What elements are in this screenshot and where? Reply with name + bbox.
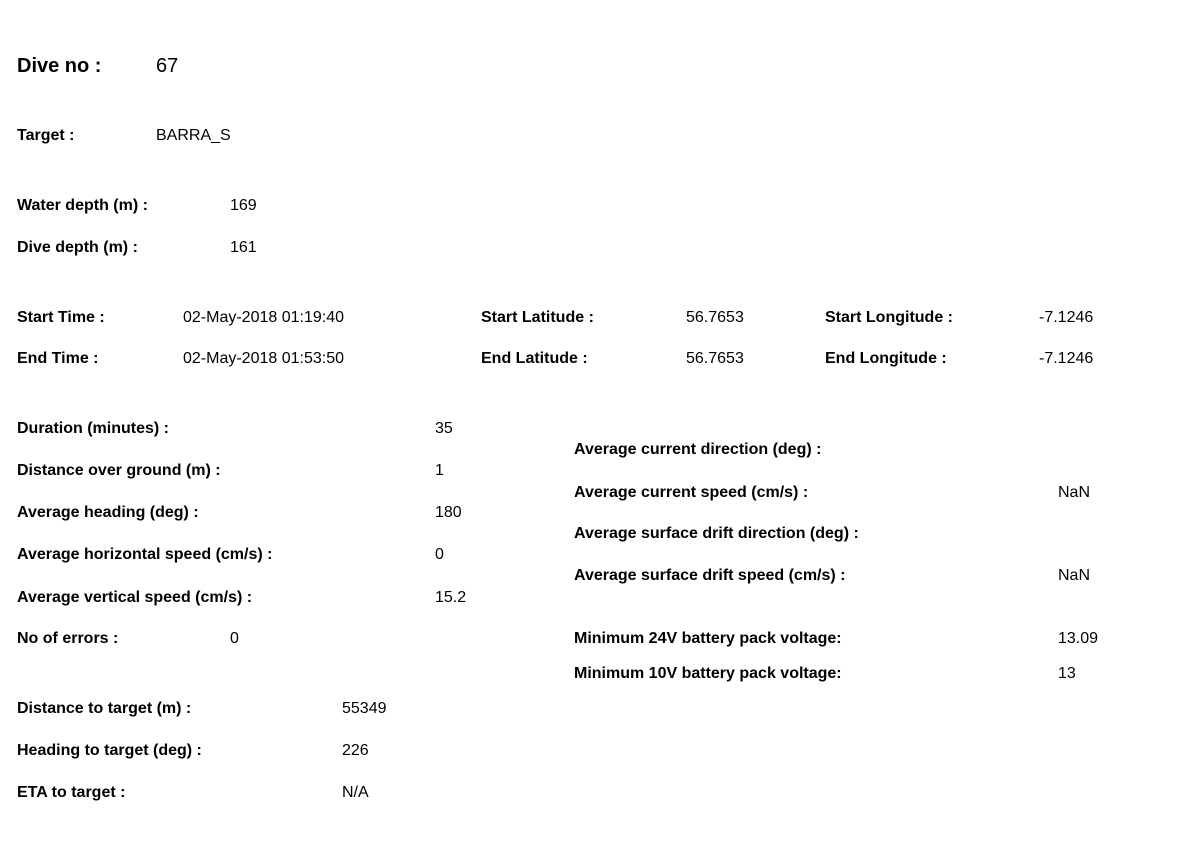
dive-number-value: 67 <box>156 55 179 77</box>
avg-surface-drift-speed-value: NaN <box>1058 567 1091 584</box>
distance-over-ground-label: Distance over ground (m) : <box>17 462 221 479</box>
distance-to-target-value: 55349 <box>342 700 387 717</box>
heading-to-target-value: 226 <box>342 742 369 759</box>
dive-depth-label: Dive depth (m) : <box>17 239 138 256</box>
start-time-value: 02-May-2018 01:19:40 <box>183 309 344 326</box>
errors-value: 0 <box>230 630 239 647</box>
avg-heading-label: Average heading (deg) : <box>17 504 199 521</box>
start-latitude-value: 56.7653 <box>686 309 744 326</box>
avg-heading-value: 180 <box>435 504 462 521</box>
end-time-label: End Time : <box>17 350 99 367</box>
avg-horizontal-speed-label: Average horizontal speed (cm/s) : <box>17 546 273 563</box>
target-value: BARRA_S <box>156 127 231 144</box>
distance-to-target-label: Distance to target (m) : <box>17 700 192 717</box>
min-24v-battery-label: Minimum 24V battery pack voltage: <box>574 630 842 647</box>
end-longitude-value: -7.1246 <box>1039 350 1094 367</box>
start-time-label: Start Time : <box>17 309 105 326</box>
heading-to-target-label: Heading to target (deg) : <box>17 742 202 759</box>
avg-current-direction-label: Average current direction (deg) : <box>574 441 822 458</box>
start-longitude-value: -7.1246 <box>1039 309 1094 326</box>
avg-vertical-speed-label: Average vertical speed (cm/s) : <box>17 589 253 606</box>
min-10v-battery-label: Minimum 10V battery pack voltage: <box>574 665 842 682</box>
min-10v-battery-value: 13 <box>1058 665 1076 682</box>
water-depth-value: 169 <box>230 197 257 214</box>
end-longitude-label: End Longitude : <box>825 350 947 367</box>
min-24v-battery-value: 13.09 <box>1058 630 1099 647</box>
duration-value: 35 <box>435 420 453 437</box>
distance-over-ground-value: 1 <box>435 462 444 479</box>
eta-to-target-label: ETA to target : <box>17 784 126 801</box>
dive-depth-value: 161 <box>230 239 257 256</box>
dive-number-label: Dive no : <box>17 55 102 77</box>
avg-current-speed-value: NaN <box>1058 484 1091 501</box>
target-label: Target : <box>17 127 75 144</box>
duration-label: Duration (minutes) : <box>17 420 169 437</box>
end-latitude-value: 56.7653 <box>686 350 744 367</box>
avg-surface-drift-direction-label: Average surface drift direction (deg) : <box>574 525 859 542</box>
avg-surface-drift-speed-label: Average surface drift speed (cm/s) : <box>574 567 846 584</box>
errors-label: No of errors : <box>17 630 119 647</box>
eta-to-target-value: N/A <box>342 784 369 801</box>
water-depth-label: Water depth (m) : <box>17 197 148 214</box>
avg-current-speed-label: Average current speed (cm/s) : <box>574 484 809 501</box>
start-longitude-label: Start Longitude : <box>825 309 953 326</box>
end-time-value: 02-May-2018 01:53:50 <box>183 350 344 367</box>
end-latitude-label: End Latitude : <box>481 350 588 367</box>
avg-horizontal-speed-value: 0 <box>435 546 444 563</box>
start-latitude-label: Start Latitude : <box>481 309 594 326</box>
avg-vertical-speed-value: 15.2 <box>435 589 467 606</box>
